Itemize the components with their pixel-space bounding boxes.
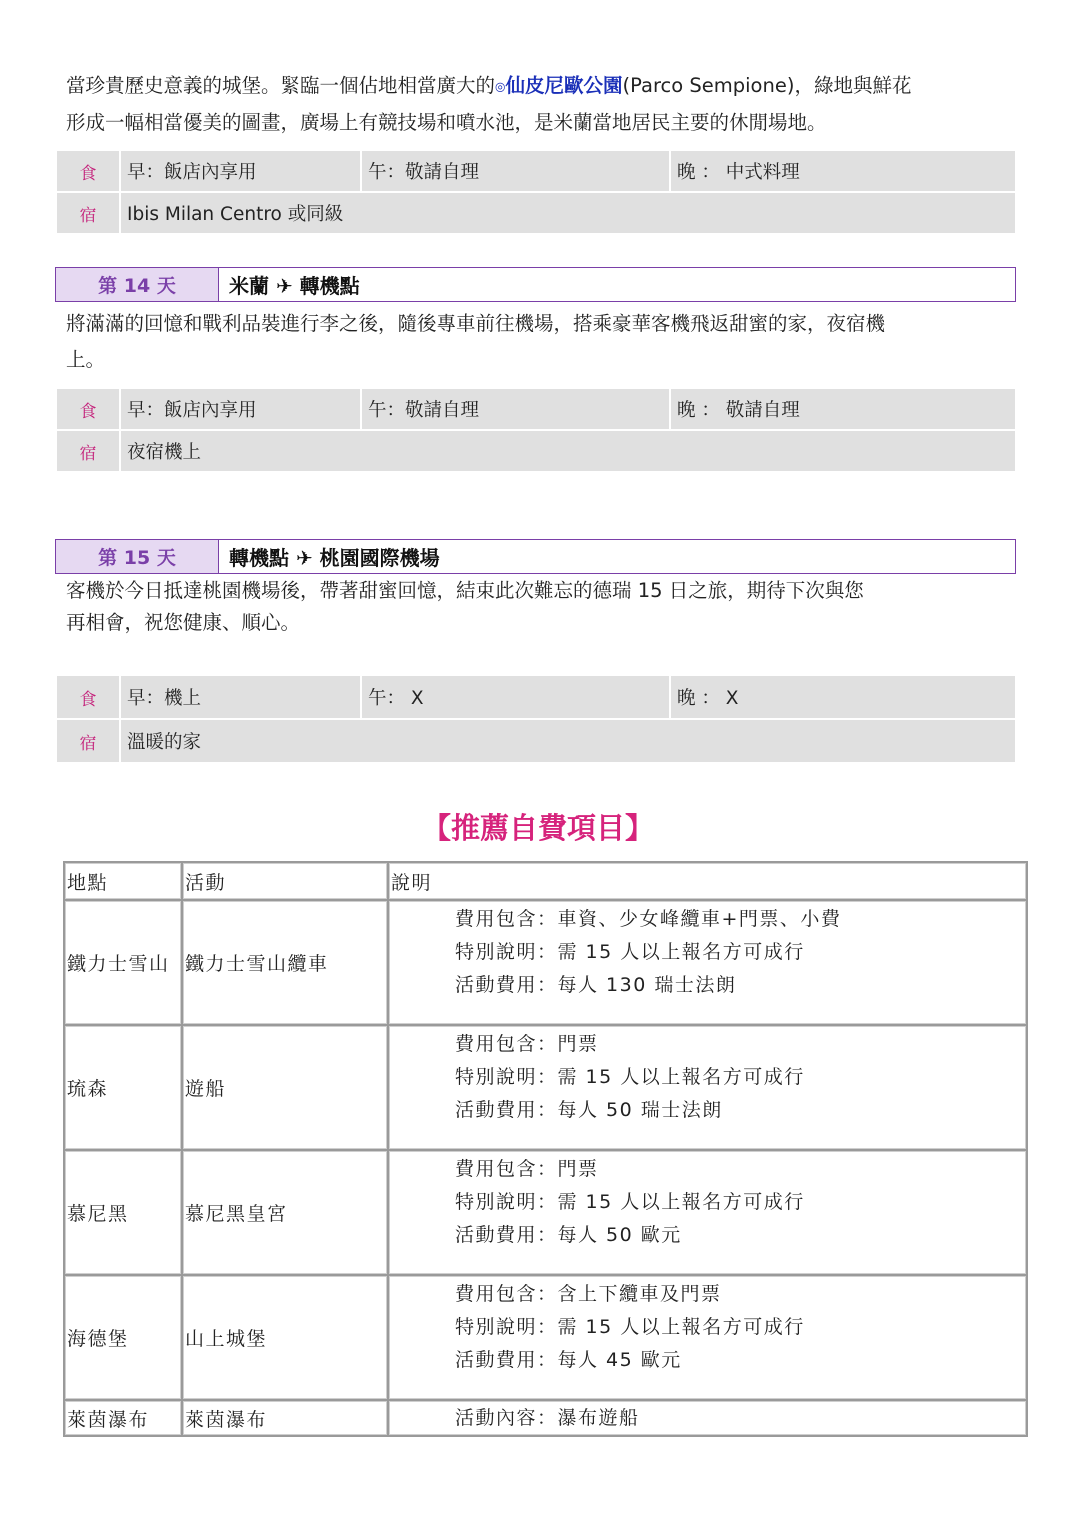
- intro-line-1: 當珍貴歷史意義的城堡。緊臨一個佔地相當廣大的◎仙皮尼歐公園(Parco Sempione)，綠地與鮮花: [66, 74, 912, 97]
- hotel: Ibis Milan Centro 或同級: [120, 192, 1016, 234]
- optional-items-table: [63, 861, 1028, 1437]
- place-cell: 琉森: [64, 1025, 182, 1150]
- place-cell: 慕尼黑: [64, 1150, 182, 1275]
- table-row: [64, 1275, 1027, 1400]
- day14-number: 第 14 天: [56, 268, 219, 301]
- table-row: [64, 1150, 1027, 1275]
- breakfast: 早：飯店內享用: [120, 150, 361, 192]
- lunch: 午：敬請自理: [361, 150, 670, 192]
- breakfast: 早：機上: [120, 675, 361, 719]
- day14-header: [55, 267, 1016, 302]
- stay-label: 宿: [56, 430, 120, 472]
- stay-label: 宿: [56, 192, 120, 234]
- place-cell: 海德堡: [64, 1275, 182, 1400]
- description-cell: 費用包含：門票 特別說明：需 15 人以上報名方可成行 活動費用：每人 50 歐元: [388, 1150, 1027, 1275]
- description-cell: 費用包含：車資、少女峰纜車+門票、小費 特別說明：需 15 人以上報名方可成行 活動費用：每人 130 瑞士法朗: [388, 900, 1027, 1025]
- activity-cell: 慕尼黑皇宮: [182, 1150, 388, 1275]
- lunch: 午： X: [361, 675, 670, 719]
- activity-cell: 鐵力士雪山纜車: [182, 900, 388, 1025]
- day14-route: 米蘭 ✈ 轉機點: [229, 274, 360, 298]
- dinner: 晚 ： 敬請自理: [670, 388, 1016, 430]
- breakfast: 早：飯店內享用: [120, 388, 361, 430]
- day15-meals-table: [55, 674, 1017, 764]
- place-cell: 鐵力士雪山: [64, 900, 182, 1025]
- day15-number: 第 15 天: [56, 540, 219, 573]
- activity-cell: 山上城堡: [182, 1275, 388, 1400]
- food-label: 食: [56, 388, 120, 430]
- intro-line-2: 形成一幅相當優美的圖畫，廣場上有競技場和噴水池，是米蘭當地居民主要的休閒場地。: [66, 110, 827, 134]
- table-row: [64, 1025, 1027, 1150]
- hotel: 溫暖的家: [120, 719, 1016, 763]
- food-label: 食: [56, 675, 120, 719]
- description-cell: 活動內容：瀑布遊船: [388, 1400, 1027, 1436]
- description-cell: 費用包含：含上下纜車及門票 特別說明：需 15 人以上報名方可成行 活動費用：每人 45 歐元: [388, 1275, 1027, 1400]
- dinner: 晚 ： 中式料理: [670, 150, 1016, 192]
- day13-meals-table: [55, 149, 1017, 235]
- day15-header: [55, 539, 1016, 574]
- place-cell: 萊茵瀑布: [64, 1400, 182, 1436]
- description-cell: 費用包含：門票 特別說明：需 15 人以上報名方可成行 活動費用：每人 50 瑞士法朗: [388, 1025, 1027, 1150]
- header-description: 說明: [388, 862, 1027, 900]
- header-place: 地點: [64, 862, 182, 900]
- day14-description: 將滿滿的回憶和戰利品裝進行李之後，隨後專車前往機場，搭乘豪華客機飛返甜蜜的家，夜宿機 上。: [66, 312, 886, 371]
- lunch: 午：敬請自理: [361, 388, 670, 430]
- parco-sempione-link[interactable]: 仙皮尼歐公園: [505, 74, 623, 97]
- day14-meals-table: [55, 387, 1017, 473]
- optional-items-title: 【推薦自費項目】: [421, 811, 654, 845]
- location-pin-icon: ◎: [495, 79, 506, 94]
- activity-cell: 萊茵瀑布: [182, 1400, 388, 1436]
- day15-description: 客機於今日抵達桃園機場後，帶著甜蜜回憶，結束此次難忘的德瑞 15 日之旅，期待下次與您 再相會，祝您健康、順心。: [66, 579, 864, 634]
- stay-label: 宿: [56, 719, 120, 763]
- activity-cell: 遊船: [182, 1025, 388, 1150]
- table-row: [64, 1400, 1027, 1436]
- header-activity: 活動: [182, 862, 388, 900]
- hotel: 夜宿機上: [120, 430, 1016, 472]
- table-row: [64, 900, 1027, 1025]
- food-label: 食: [56, 150, 120, 192]
- day13-description: [66, 68, 1026, 141]
- dinner: 晚 ： X: [670, 675, 1016, 719]
- day15-route: 轉機點 ✈ 桃園國際機場: [229, 546, 440, 570]
